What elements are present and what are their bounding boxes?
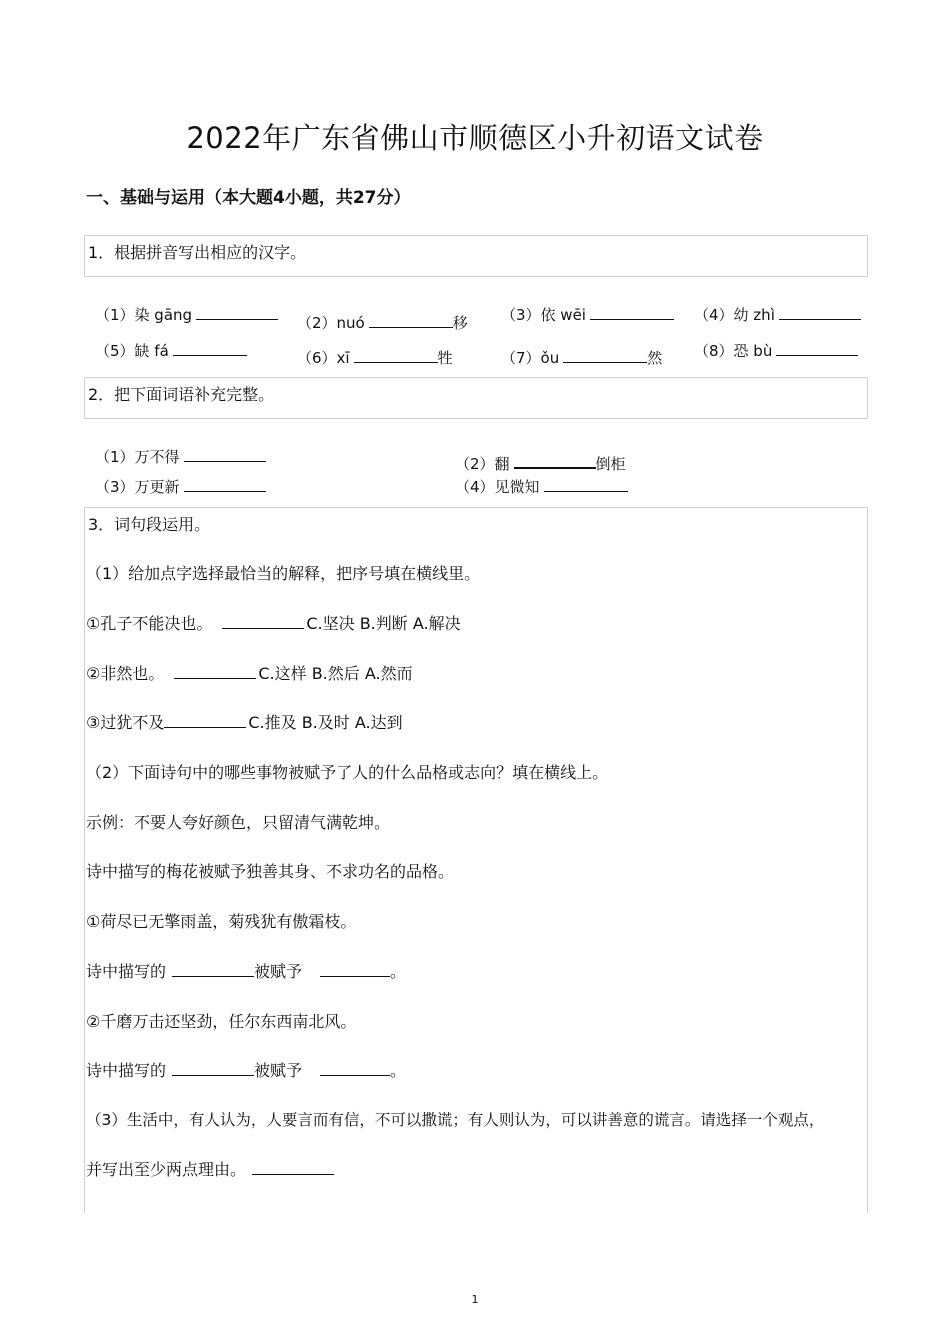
q2-item-3: （3）万更新 bbox=[95, 476, 266, 497]
answer-blank[interactable] bbox=[184, 447, 266, 462]
q3-example-answer: 诗中描写的梅花被赋予独善其身、不求功名的品格。 bbox=[86, 862, 455, 881]
q2-item-4: （4）见微知 bbox=[455, 476, 628, 497]
question-1-heading: 1．根据拼音写出相应的汉字。 bbox=[88, 243, 307, 262]
q3-part1-instruction: （1）给加点字选择最恰当的解释，把序号填在横线里。 bbox=[86, 564, 481, 583]
answer-blank[interactable] bbox=[590, 305, 674, 320]
q3-poem-1: ①荷尽已无擎雨盖，菊残犹有傲霜枝。 bbox=[86, 912, 357, 931]
answer-blank[interactable] bbox=[544, 477, 628, 492]
answer-blank[interactable] bbox=[563, 348, 647, 363]
q1-item-5: （5）缺 fá bbox=[95, 340, 247, 361]
answer-blank[interactable] bbox=[320, 1061, 390, 1076]
answer-blank[interactable] bbox=[173, 341, 247, 356]
answer-blank[interactable] bbox=[222, 614, 304, 629]
q1-item-4: （4）幼 zhì bbox=[694, 304, 861, 325]
q1-item-8: （8）恐 bù bbox=[694, 340, 858, 361]
q1-item-7: （7）ǒu 然 bbox=[501, 349, 663, 367]
answer-blank[interactable] bbox=[172, 1061, 254, 1076]
answer-blank[interactable] bbox=[320, 962, 390, 977]
answer-blank[interactable] bbox=[779, 305, 861, 320]
section-heading: 一、基础与运用（本大题4小题，共27分） bbox=[86, 188, 411, 208]
answer-blank[interactable] bbox=[776, 341, 858, 356]
answer-blank[interactable] bbox=[354, 348, 438, 363]
q1-item-1: （1）染 gāng bbox=[95, 304, 278, 325]
q1-item-6: （6）xī 牲 bbox=[297, 349, 453, 367]
q3-part3-instruction-cont: 并写出至少两点理由。 bbox=[86, 1157, 334, 1180]
q3-part1-item-2: ②非然也。 C.这样 B.然后 A.然而 bbox=[86, 664, 413, 683]
q2-item-1: （1）万不得 bbox=[95, 446, 266, 467]
answer-blank[interactable] bbox=[196, 305, 278, 320]
question-3-heading: 3．词句段运用。 bbox=[88, 515, 211, 534]
q2-item-2: （2）翻 倒柜 bbox=[455, 455, 626, 473]
answer-blank[interactable] bbox=[184, 477, 266, 492]
q1-item-3: （3）依 wēi bbox=[501, 304, 674, 325]
q3-part3-instruction: （3）生活中，有人认为，人要言而有信，不可以撒谎；有人则认为，可以讲善意的谎言。请选择一个观点， bbox=[86, 1111, 825, 1129]
answer-blank[interactable] bbox=[164, 713, 246, 728]
q3-part1-item-1: ①孔子不能决也。 C.坚决 B.判断 A.解决 bbox=[86, 614, 461, 633]
question-2-heading: 2．把下面词语补充完整。 bbox=[88, 385, 275, 404]
q3-part2-instruction: （2）下面诗句中的哪些事物被赋予了人的什么品格或志向？填在横线上。 bbox=[86, 763, 609, 782]
page-title: 2022年广东省佛山市顺德区小升初语文试卷 bbox=[186, 121, 764, 155]
q3-poem-2: ②千磨万击还坚劲，任尔东西南北风。 bbox=[86, 1012, 357, 1031]
answer-blank[interactable] bbox=[252, 1160, 334, 1175]
answer-blank[interactable] bbox=[172, 962, 254, 977]
q3-part1-item-3: ③过犹不及 C.推及 B.及时 A.达到 bbox=[86, 713, 403, 732]
q3-poem-1-answer: 诗中描写的 被赋予 。 bbox=[86, 962, 407, 981]
answer-blank[interactable] bbox=[514, 453, 596, 469]
q3-poem-2-answer: 诗中描写的 被赋予 。 bbox=[86, 1061, 407, 1080]
q3-example: 示例：不要人夸好颜色，只留清气满乾坤。 bbox=[86, 813, 391, 832]
answer-blank[interactable] bbox=[174, 664, 256, 679]
answer-blank[interactable] bbox=[369, 313, 453, 328]
q1-item-2: （2）nuó 移 bbox=[297, 314, 468, 332]
page-number: 1 bbox=[471, 1293, 479, 1306]
